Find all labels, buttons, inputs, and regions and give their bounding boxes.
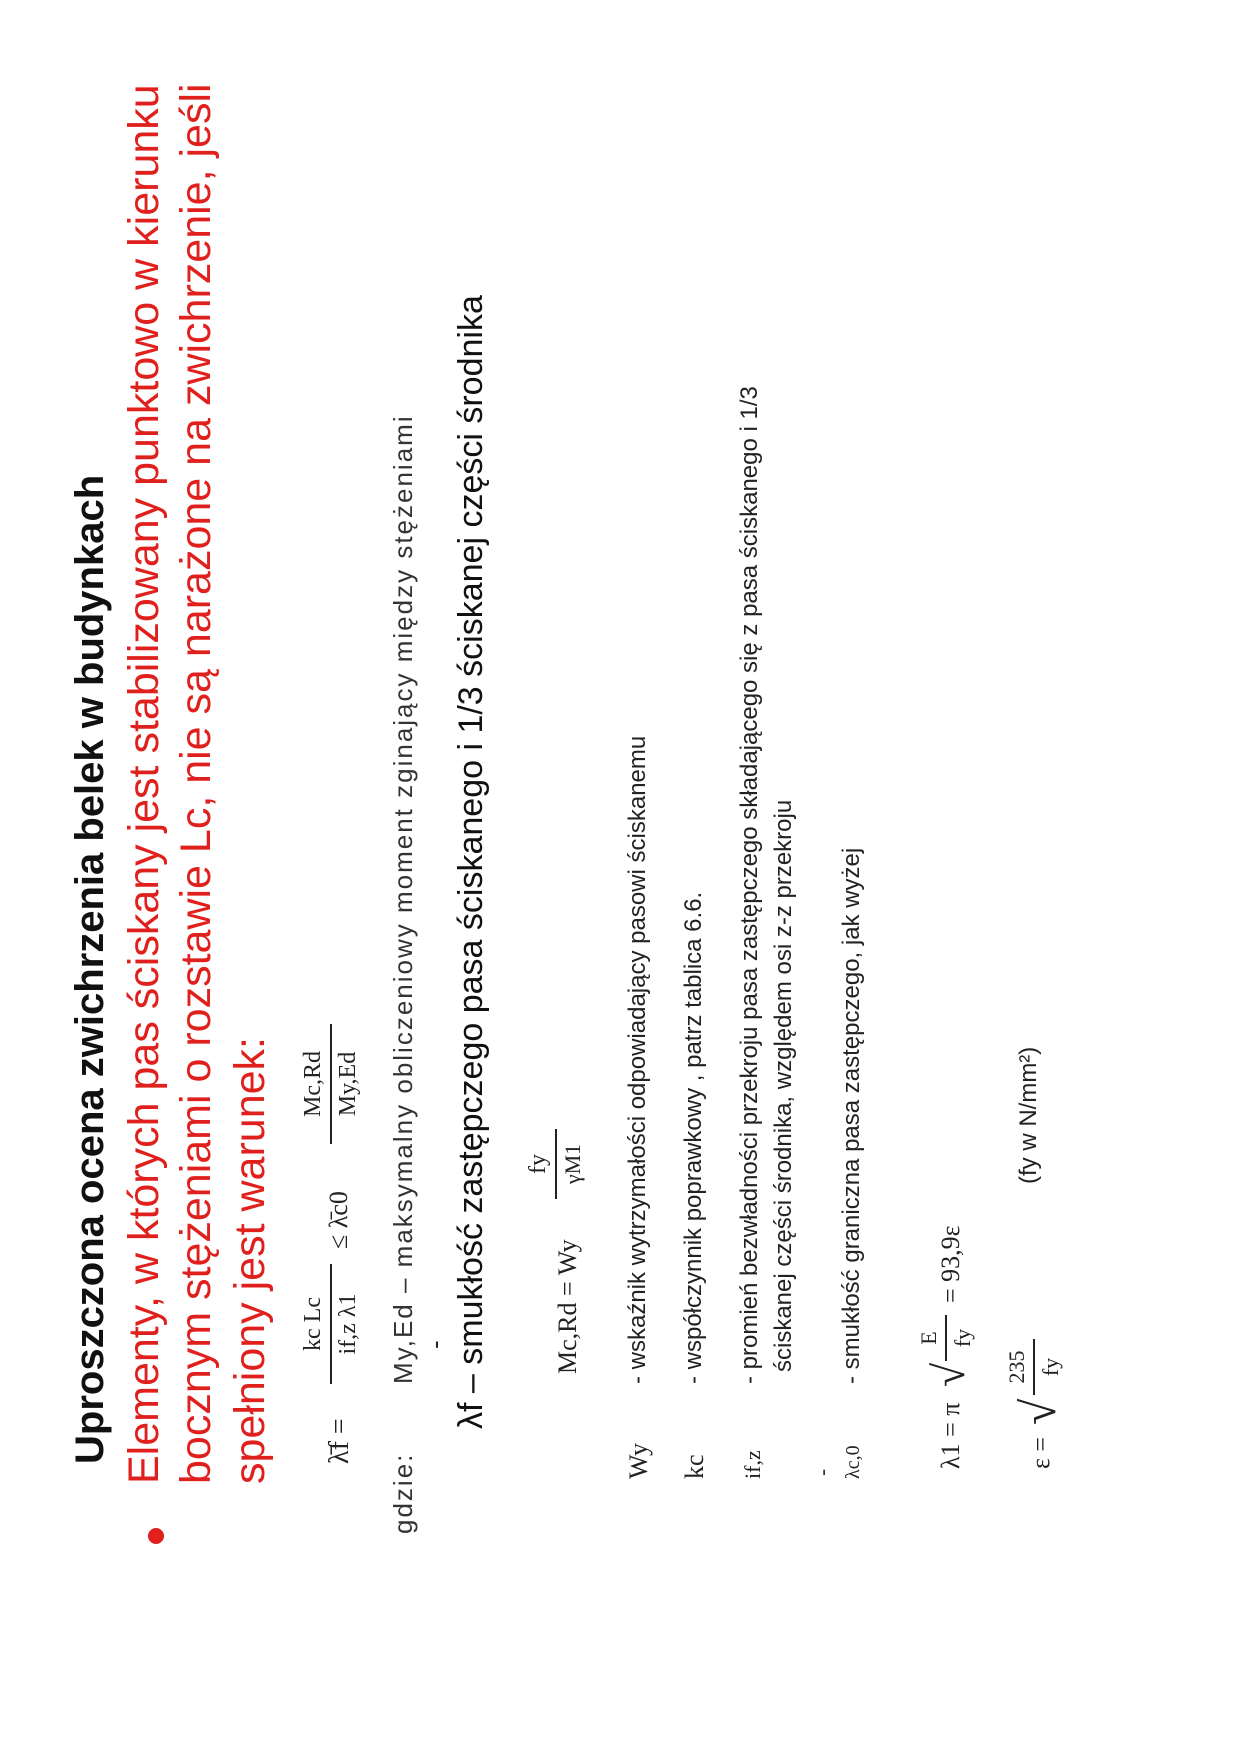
dash-mark: - bbox=[420, 1340, 450, 1349]
fy-unit-note: (fy w N/mm²) bbox=[1015, 1046, 1042, 1184]
formula-lambda1-fraction bbox=[916, 1315, 976, 1361]
ifz-definition-line-1: - promień bezwładności przekroju pasa zastępczego składającego się z pasa ściskanego i 1/3 bbox=[736, 386, 763, 1384]
fraction-2 bbox=[300, 1024, 362, 1144]
fraction-2-numerator: Mc,Rd bbox=[300, 1051, 326, 1117]
formula-epsilon-denominator: fy bbox=[1038, 1357, 1063, 1377]
formula-mcrd-lhs: Mc,Rd = Wy bbox=[553, 1239, 582, 1374]
formula-lhs: λ̄f = bbox=[324, 1418, 355, 1464]
kc-definition: - współczynnik poprawkowy , patrz tablica 6.6. bbox=[680, 891, 707, 1384]
fraction-2-denominator: My,Ed bbox=[335, 1051, 361, 1117]
formula-epsilon-numerator: 235 bbox=[1004, 1350, 1029, 1384]
formula-mcrd-denominator: γM1 bbox=[560, 1143, 585, 1185]
formula-operator: ≤ λ̄c0 bbox=[324, 1191, 353, 1249]
wy-symbol: Wy bbox=[624, 1443, 653, 1479]
lc0-definition: - smukłość graniczna pasa zastępczego, jak wyżej bbox=[838, 847, 865, 1384]
myed-definition: My,Ed – maksymalny obliczeniowy moment zginający między stężeniami bbox=[388, 414, 418, 1384]
page-title: Uproszczona ocena zwichrzenia belek w budynkach bbox=[68, 474, 112, 1464]
ifz-symbol: if,z bbox=[740, 1450, 765, 1479]
ifz-definition-line-2: ściskanej części środnika, względem osi z-z przekroju bbox=[770, 799, 797, 1372]
bullet-line-2: bocznym stężeniami o rozstawie Lc, nie są narażone na zwichrzenie, jeśli bbox=[172, 83, 220, 1484]
separator-dash: - bbox=[810, 1468, 835, 1476]
fraction-bar bbox=[1033, 1339, 1035, 1395]
lambda-f-definition: λf – smukłość zastępczego pasa ściskanego i 1/3 ściskanej części środnika bbox=[452, 295, 490, 1429]
fraction-bar bbox=[330, 1264, 332, 1384]
formula-epsilon-lhs: ε = bbox=[1026, 1436, 1055, 1469]
bullet-dot-icon bbox=[148, 1528, 164, 1544]
wy-definition: - wskaźnik wytrzymałości odpowiadający pasowi ściskanemu bbox=[624, 735, 651, 1384]
formula-lambda1-rhs: = 93,9ε bbox=[936, 1225, 965, 1303]
formula-epsilon bbox=[1000, 1249, 1090, 1469]
lc0-symbol: λc,0 bbox=[842, 1445, 864, 1479]
fraction-1-denominator: if,z λ1 bbox=[335, 1293, 361, 1355]
formula-lambda1-denominator: fy bbox=[950, 1328, 975, 1348]
formula-lambda1-lhs: λ1 = π bbox=[936, 1402, 965, 1469]
formula-epsilon-fraction bbox=[1004, 1339, 1064, 1395]
bullet-line-3: spełniony jest warunek: bbox=[226, 1037, 274, 1484]
bullet-line-1: Elementy, w których pas ściskany jest stabilizowany punktowo w kierunku bbox=[120, 84, 168, 1484]
fraction-bar bbox=[330, 1024, 332, 1144]
gdzie-label: gdzie: bbox=[388, 1452, 418, 1534]
formula-condition bbox=[300, 904, 380, 1464]
formula-mcrd bbox=[525, 1074, 615, 1374]
formula-mcrd-fraction bbox=[525, 1129, 586, 1199]
formula-lambda1-numerator: E bbox=[916, 1331, 941, 1345]
formula-lambda1 bbox=[912, 1149, 992, 1469]
fraction-bar bbox=[555, 1129, 557, 1199]
formula-mcrd-numerator: fy bbox=[525, 1154, 551, 1174]
fraction-1-numerator: kc Lc bbox=[300, 1297, 326, 1351]
fraction-bar bbox=[945, 1315, 947, 1361]
sqrt-icon: √ bbox=[1013, 1398, 1066, 1425]
kc-symbol: kc bbox=[680, 1454, 709, 1479]
fraction-1 bbox=[300, 1264, 362, 1384]
sqrt-icon: √ bbox=[925, 1362, 974, 1387]
